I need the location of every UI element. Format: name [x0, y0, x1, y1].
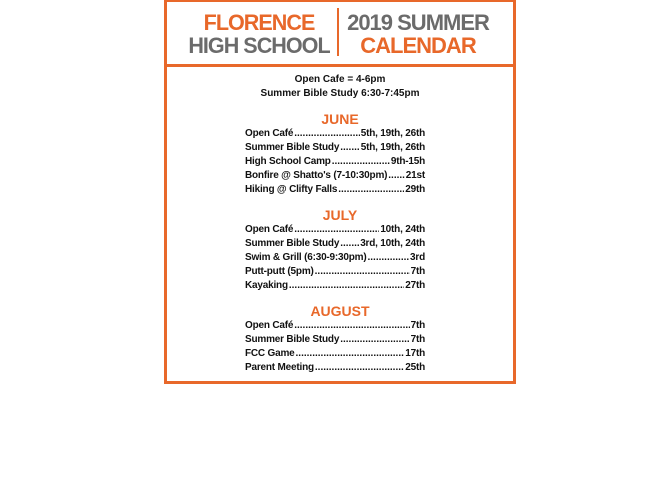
- event-row: [245, 361, 425, 375]
- dot-leader: [296, 347, 405, 361]
- event-name: Swim & Grill (6:30-9:30pm): [245, 252, 367, 263]
- dot-leader: [289, 279, 404, 293]
- dot-leader: [340, 141, 360, 155]
- event-name: Summer Bible Study: [245, 238, 340, 249]
- event-date: 7th: [410, 266, 425, 277]
- event-row: [245, 319, 425, 333]
- dot-leader: [340, 333, 409, 347]
- event-name: Summer Bible Study: [245, 142, 340, 153]
- event-list: [245, 319, 425, 375]
- event-row: [245, 155, 425, 169]
- event-name: Open Café: [245, 128, 294, 139]
- event-date: 25th: [405, 362, 425, 373]
- intro-line-open-cafe: Open Cafe = 4-6pm: [294, 74, 386, 85]
- dot-leader: [294, 127, 360, 141]
- dot-leader: [340, 237, 359, 251]
- event-date: 3rd: [410, 252, 425, 263]
- event-date: 21st: [405, 170, 425, 181]
- month-heading: JULY: [322, 207, 358, 223]
- dot-leader: [368, 251, 410, 265]
- event-name: Parent Meeting: [245, 362, 314, 373]
- dot-leader: [315, 265, 410, 279]
- event-row: [245, 141, 425, 155]
- event-row: [245, 279, 425, 293]
- month-section-august: [167, 303, 513, 375]
- event-date: 17th: [405, 348, 425, 359]
- event-date: 10th, 24th: [380, 224, 425, 235]
- dot-leader: [294, 223, 379, 237]
- event-name: Hiking @ Clifty Falls: [245, 184, 338, 195]
- event-list: [245, 223, 425, 293]
- event-row: [245, 251, 425, 265]
- calendar-title: [337, 11, 499, 57]
- dot-leader: [315, 361, 404, 375]
- dot-leader: [388, 169, 405, 183]
- event-date: 9th-15h: [390, 156, 425, 167]
- event-name: Open Café: [245, 320, 294, 331]
- event-name: Kayaking: [245, 280, 288, 291]
- school-name-line2: HIGH SCHOOL: [188, 33, 330, 58]
- event-row: [245, 347, 425, 361]
- dot-leader: [294, 319, 409, 333]
- event-date: 27th: [405, 280, 425, 291]
- event-list: [245, 127, 425, 197]
- event-date: 29th: [405, 184, 425, 195]
- event-name: Putt-putt (5pm): [245, 266, 314, 277]
- dot-leader: [332, 155, 390, 169]
- month-section-june: [167, 111, 513, 197]
- flyer-header: [167, 2, 513, 67]
- event-date: 7th: [410, 334, 425, 345]
- event-row: [245, 169, 425, 183]
- calendar-flyer: [164, 0, 516, 384]
- school-name-line1: FLORENCE: [203, 10, 315, 35]
- school-name: [169, 11, 349, 57]
- event-name: Bonfire @ Shatto's (7-10:30pm): [245, 170, 388, 181]
- event-date: 5th, 19th, 26th: [360, 128, 425, 139]
- month-heading: JUNE: [321, 111, 359, 127]
- intro-line-bible-study: Summer Bible Study 6:30-7:45pm: [260, 88, 420, 99]
- month-section-july: [167, 207, 513, 293]
- calendar-title-line2: CALENDAR: [360, 33, 476, 58]
- calendar-title-line1: 2019 SUMMER: [347, 10, 489, 35]
- event-name: FCC Game: [245, 348, 295, 359]
- event-name: High School Camp: [245, 156, 331, 167]
- event-date: 5th, 19th, 26th: [360, 142, 425, 153]
- event-row: [245, 333, 425, 347]
- event-name: Open Café: [245, 224, 294, 235]
- month-heading: AUGUST: [310, 303, 370, 319]
- months-container: [167, 111, 513, 375]
- event-row: [245, 127, 425, 141]
- event-row: [245, 223, 425, 237]
- event-row: [245, 265, 425, 279]
- event-date: 3rd, 10th, 24th: [360, 238, 425, 249]
- event-row: [245, 237, 425, 251]
- intro-times: [167, 73, 513, 101]
- dot-leader: [338, 183, 404, 197]
- event-name: Summer Bible Study: [245, 334, 340, 345]
- event-date: 7th: [410, 320, 425, 331]
- event-row: [245, 183, 425, 197]
